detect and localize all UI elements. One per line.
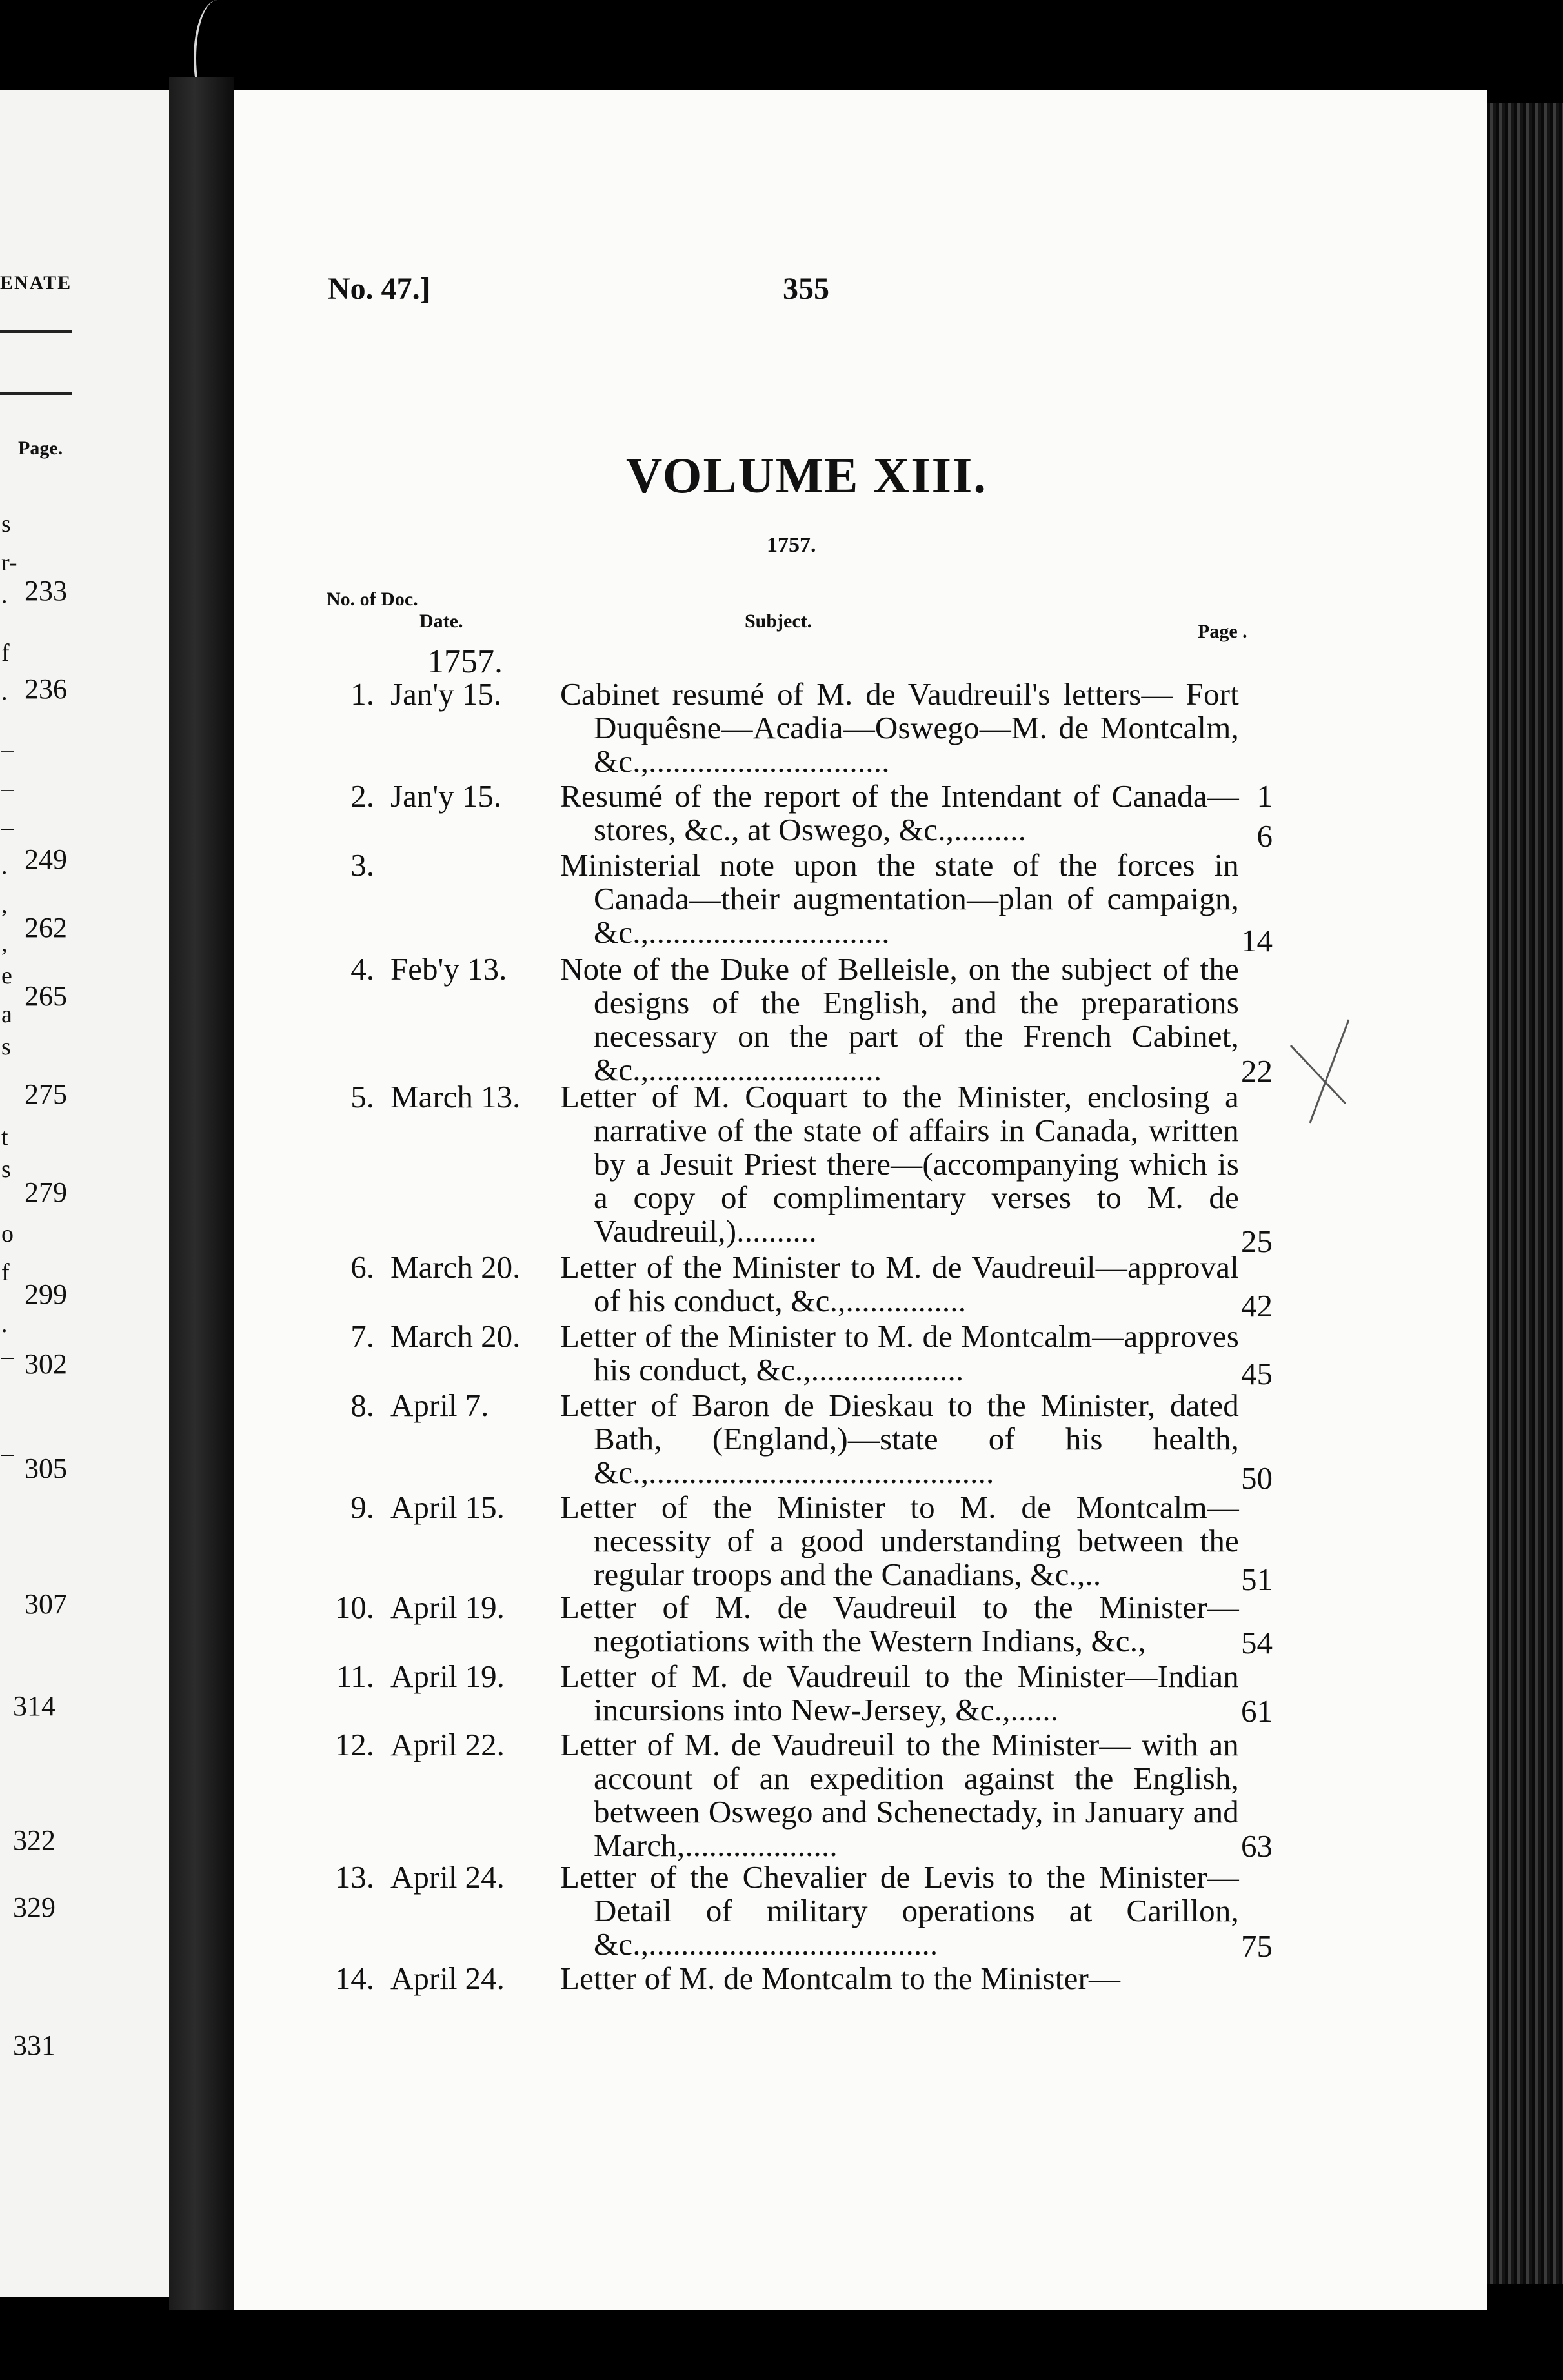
facing-page-number: 299 <box>25 1278 67 1310</box>
entry-page-number: 6 <box>1256 818 1273 854</box>
facing-page-page-label: Page. <box>18 438 63 459</box>
entry-page-number: 42 <box>1241 1288 1273 1324</box>
facing-page-margin-letter: f <box>1 640 10 667</box>
entry-page-number: 22 <box>1241 1053 1273 1089</box>
entry-date: April 15. <box>390 1489 505 1525</box>
entry-doc-number: 4. <box>350 951 374 987</box>
entry-doc-number: 9. <box>350 1489 374 1525</box>
entry-doc-number: 13. <box>334 1859 374 1895</box>
facing-page-number: 305 <box>25 1453 67 1484</box>
facing-page-margin-letter: . <box>1 678 8 705</box>
entry-doc-number: 6. <box>350 1249 374 1285</box>
facing-page-margin-letter: s <box>1 510 11 538</box>
entry-doc-number: 10. <box>334 1589 374 1625</box>
column-header-date: Date. <box>419 610 463 632</box>
entry-date: March 20. <box>390 1249 521 1285</box>
volume-title: VOLUME XIII. <box>626 447 987 503</box>
facing-page-rule <box>0 392 72 395</box>
entry-subject: Ministerial note upon the state of the forces in Canada—their augmentation—plan of campaign, &c.,.............................. <box>560 847 1239 950</box>
entry-doc-number: 12. <box>334 1727 374 1762</box>
entry-page-number: 1 <box>1256 778 1273 814</box>
entry-doc-number: 11. <box>336 1659 374 1694</box>
facing-page-margin-letter: o <box>1 1220 14 1247</box>
entry-subject: Letter of Baron de Dieskau to the Minister, dated Bath, (England,)—state of his health, &c.,........................................... <box>560 1387 1239 1490</box>
entry-page-number: 63 <box>1241 1828 1273 1864</box>
entry-date: Jan'y 15. <box>390 676 502 712</box>
entry-page-number: 25 <box>1241 1224 1273 1259</box>
entry-doc-number: 7. <box>350 1318 374 1354</box>
entry-subject: Letter of M. de Montcalm to the Minister— <box>560 1961 1121 1996</box>
facing-page-number: 265 <box>25 980 67 1012</box>
running-head-page-number: 355 <box>783 272 829 306</box>
entry-date: March 13. <box>390 1079 521 1114</box>
facing-page-margin-letter: s <box>1 1033 11 1060</box>
facing-page-margin-letter: – <box>1 1440 14 1467</box>
facing-page-header: ENATE <box>0 272 72 294</box>
facing-page-number: 329 <box>13 1891 55 1923</box>
entry-subject: Letter of the Chevalier de Levis to the Minister—Detail of military operations at Carillon, &c.,.................................... <box>560 1859 1239 1962</box>
entry-subject: Letter of M. de Vaudreuil to the Minister— with an account of an expedition against the English, between Oswego and Schenectady, in January and March,................... <box>560 1727 1239 1863</box>
facing-page-number: 279 <box>25 1176 67 1208</box>
entry-doc-number: 1. <box>350 676 374 712</box>
year-heading: 1757. <box>767 533 816 557</box>
facing-page-number: 249 <box>25 843 67 875</box>
running-head-document-number: No. 47.] <box>328 272 430 306</box>
facing-page-number: 314 <box>13 1690 55 1722</box>
facing-page-number: 322 <box>13 1824 55 1856</box>
entry-page-cell <box>0 1626 1563 1660</box>
entry-subject: Letter of M. de Vaudreuil to the Minister—Indian incursions into New-Jersey, &c.,...... <box>560 1659 1239 1728</box>
facing-page-number: 331 <box>13 2030 55 2061</box>
facing-page-margin-letter: , <box>1 930 8 957</box>
entry-page-number: 50 <box>1241 1460 1273 1496</box>
entry-subject: Letter of M. Coquart to the Minister, enclosing a narrative of the state of affairs in Canada, written by a Jesuit Priest there—(accompanying which is a copy of complimentary verses to M. de Vaudreuil,).......... <box>560 1079 1239 1249</box>
entry-subject: Resumé of the report of the Intendant of Canada—stores, &c., at Oswego, &c.,......... <box>560 778 1239 847</box>
facing-page-margin-letter: t <box>1 1124 8 1151</box>
facing-page-margin-letter: a <box>1 1001 12 1028</box>
facing-page-margin-letter: . <box>1 1311 8 1338</box>
entry-page-cell <box>0 1962 1563 1995</box>
pencil-mark <box>1284 1007 1362 1136</box>
facing-page-number: 307 <box>25 1588 67 1620</box>
entry-page-cell <box>0 1930 1563 1963</box>
facing-page-margin-letter: e <box>1 962 12 989</box>
entry-doc-number: 8. <box>350 1387 374 1423</box>
facing-page-number: 275 <box>25 1078 67 1110</box>
column-header-subject: Subject. <box>745 610 812 632</box>
facing-page-margin-letter: – <box>1 736 14 763</box>
facing-page-rule <box>0 330 72 333</box>
entry-date: April 22. <box>390 1727 505 1762</box>
entry-date: Feb'y 13. <box>390 951 507 987</box>
facing-page-margin-letter: s <box>1 1156 11 1183</box>
entry-page-cell <box>0 1357 1563 1391</box>
facing-page-margin-letter: r- <box>1 549 17 576</box>
facing-page-margin-letter: – <box>1 775 14 802</box>
facing-page-margin-letter: – <box>1 814 14 841</box>
entry-page-number: 75 <box>1241 1928 1273 1964</box>
entry-date: April 24. <box>390 1859 505 1895</box>
facing-page-margin-letter: , <box>1 891 8 918</box>
column-header-doc-number: No. of Doc. <box>327 589 418 610</box>
entry-doc-number: 3. <box>350 847 374 883</box>
entry-page-number: 61 <box>1241 1693 1273 1729</box>
facing-page-number: 262 <box>25 912 67 943</box>
entry-subject: Letter of M. de Vaudreuil to the Minister— negotiations with the Western Indians, &c., <box>560 1589 1239 1659</box>
entry-subject: Letter of the Minister to M. de Vaudreuil—approval of his conduct, &c.,............... <box>560 1249 1239 1318</box>
entry-page-number: 51 <box>1241 1562 1273 1597</box>
facing-page-margin-letter: f <box>1 1259 10 1286</box>
entry-doc-number: 2. <box>350 778 374 814</box>
facing-page-margin-letter: – <box>1 1343 14 1370</box>
entry-doc-number: 14. <box>334 1961 374 1996</box>
entry-page-number: 45 <box>1241 1356 1273 1391</box>
table-year: 1757. <box>427 643 503 680</box>
entry-date: April 19. <box>390 1589 505 1625</box>
entry-page-number: 54 <box>1241 1625 1273 1660</box>
facing-page-margin-letter: . <box>1 852 8 880</box>
entry-date: Jan'y 15. <box>390 778 502 814</box>
entry-doc-number: 5. <box>350 1079 374 1114</box>
entry-page-cell <box>0 1830 1563 1863</box>
entry-subject: Note of the Duke of Belleisle, on the subject of the designs of the English, and the preparations necessary on the part of the French Cabinet, &c.,............................. <box>560 951 1239 1087</box>
entry-date: March 20. <box>390 1318 521 1354</box>
entry-date: April 24. <box>390 1961 505 1996</box>
facing-page-number: 236 <box>25 673 67 705</box>
entry-subject: Cabinet resumé of M. de Vaudreuil's letters— Fort Duquêsne—Acadia—Oswego—M. de Montcalm, &c.,.............................. <box>560 676 1239 779</box>
entry-date: April 19. <box>390 1659 505 1694</box>
column-header-page: Page . <box>1198 621 1247 642</box>
entry-subject: Letter of the Minister to M. de Montcalm— necessity of a good understanding between the regular troops and the Canadians, &c.,.. <box>560 1489 1239 1592</box>
facing-page-number: 302 <box>25 1348 67 1380</box>
entry-subject: Letter of the Minister to M. de Montcalm—approves his conduct, &c.,................... <box>560 1318 1239 1387</box>
entry-date: April 7. <box>390 1387 489 1423</box>
facing-page-margin-letter: . <box>1 581 8 609</box>
entry-page-number: 14 <box>1241 923 1273 958</box>
facing-page-number: 233 <box>25 575 67 607</box>
entry-page-cell <box>0 1695 1563 1728</box>
